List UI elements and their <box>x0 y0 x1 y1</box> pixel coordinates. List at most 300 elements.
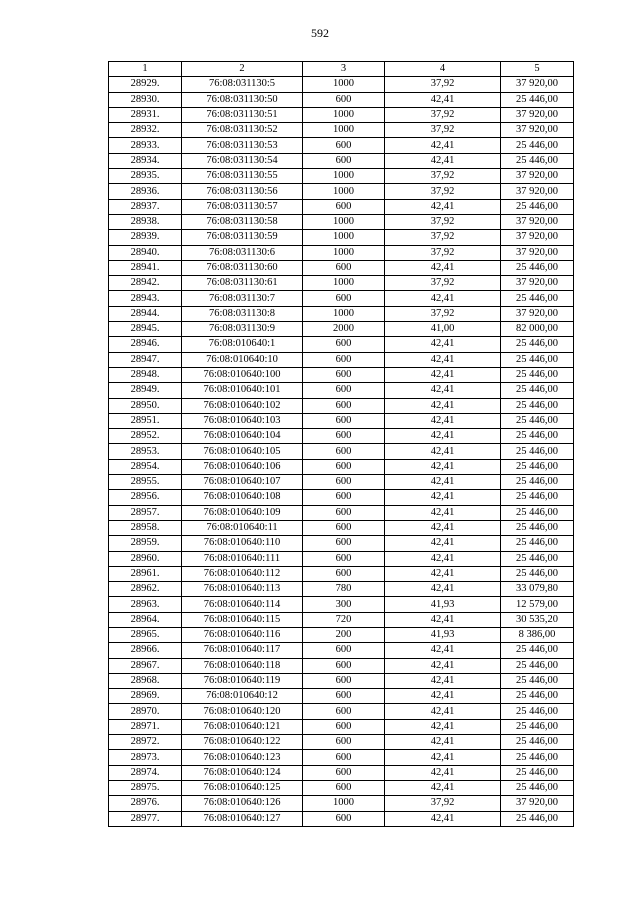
area-cell: 780 <box>303 582 385 597</box>
table-row <box>109 459 574 474</box>
amount-cell: 25 446,00 <box>501 352 574 367</box>
rate-cell: 42,41 <box>385 566 501 581</box>
amount-cell: 25 446,00 <box>501 551 574 566</box>
row-number-cell: 28943. <box>109 291 182 306</box>
rate-cell: 42,41 <box>385 689 501 704</box>
amount-cell: 25 446,00 <box>501 444 574 459</box>
cadastral-number-cell: 76:08:031130:56 <box>182 184 303 199</box>
area-cell: 600 <box>303 153 385 168</box>
amount-cell: 8 386,00 <box>501 627 574 642</box>
rate-cell: 42,41 <box>385 811 501 826</box>
table-row <box>109 475 574 490</box>
cadastral-number-cell: 76:08:010640:105 <box>182 444 303 459</box>
cadastral-number-cell: 76:08:010640:1 <box>182 337 303 352</box>
area-cell: 600 <box>303 551 385 566</box>
rate-cell: 42,41 <box>385 444 501 459</box>
rate-cell: 42,41 <box>385 643 501 658</box>
amount-cell: 25 446,00 <box>501 429 574 444</box>
row-number-cell: 28955. <box>109 475 182 490</box>
area-cell: 600 <box>303 750 385 765</box>
area-cell: 600 <box>303 765 385 780</box>
table-row <box>109 582 574 597</box>
amount-cell: 37 920,00 <box>501 230 574 245</box>
row-number-cell: 28940. <box>109 245 182 260</box>
table-row <box>109 367 574 382</box>
row-number-cell: 28935. <box>109 169 182 184</box>
amount-cell: 25 446,00 <box>501 643 574 658</box>
area-cell: 600 <box>303 689 385 704</box>
cadastral-number-cell: 76:08:031130:5 <box>182 77 303 92</box>
area-cell: 300 <box>303 597 385 612</box>
cadastral-number-cell: 76:08:010640:101 <box>182 383 303 398</box>
area-cell: 600 <box>303 643 385 658</box>
rate-cell: 37,92 <box>385 230 501 245</box>
amount-cell: 82 000,00 <box>501 322 574 337</box>
rate-cell: 42,41 <box>385 429 501 444</box>
row-number-cell: 28945. <box>109 322 182 337</box>
rate-cell: 37,92 <box>385 214 501 229</box>
rate-cell: 42,41 <box>385 551 501 566</box>
row-number-cell: 28936. <box>109 184 182 199</box>
cadastral-number-cell: 76:08:010640:109 <box>182 505 303 520</box>
rate-cell: 42,41 <box>385 367 501 382</box>
rate-cell: 42,41 <box>385 673 501 688</box>
table-row <box>109 306 574 321</box>
cadastral-number-cell: 76:08:031130:59 <box>182 230 303 245</box>
row-number-cell: 28950. <box>109 398 182 413</box>
rate-cell: 42,41 <box>385 475 501 490</box>
area-cell: 600 <box>303 367 385 382</box>
table-row <box>109 92 574 107</box>
rate-cell: 42,41 <box>385 719 501 734</box>
area-cell: 600 <box>303 704 385 719</box>
table-row <box>109 612 574 627</box>
amount-cell: 25 446,00 <box>501 505 574 520</box>
amount-cell: 37 920,00 <box>501 245 574 260</box>
amount-cell: 25 446,00 <box>501 704 574 719</box>
amount-cell: 37 920,00 <box>501 796 574 811</box>
area-cell: 1000 <box>303 123 385 138</box>
rate-cell: 42,41 <box>385 260 501 275</box>
column-header: 2 <box>182 62 303 77</box>
table-row <box>109 77 574 92</box>
table-row <box>109 643 574 658</box>
table-row <box>109 169 574 184</box>
table-row <box>109 796 574 811</box>
amount-cell: 25 446,00 <box>501 337 574 352</box>
cadastral-number-cell: 76:08:031130:51 <box>182 107 303 122</box>
row-number-cell: 28934. <box>109 153 182 168</box>
row-number-cell: 28942. <box>109 276 182 291</box>
rate-cell: 42,41 <box>385 612 501 627</box>
rate-cell: 37,92 <box>385 107 501 122</box>
area-cell: 1000 <box>303 796 385 811</box>
cadastral-number-cell: 76:08:031130:9 <box>182 322 303 337</box>
amount-cell: 25 446,00 <box>501 658 574 673</box>
table-row <box>109 291 574 306</box>
cadastral-number-cell: 76:08:031130:50 <box>182 92 303 107</box>
area-cell: 600 <box>303 673 385 688</box>
row-number-cell: 28967. <box>109 658 182 673</box>
cadastral-number-cell: 76:08:010640:115 <box>182 612 303 627</box>
table-row <box>109 230 574 245</box>
row-number-cell: 28976. <box>109 796 182 811</box>
area-cell: 1000 <box>303 107 385 122</box>
cadastral-number-cell: 76:08:010640:103 <box>182 413 303 428</box>
table-row <box>109 184 574 199</box>
area-cell: 600 <box>303 383 385 398</box>
row-number-cell: 28960. <box>109 551 182 566</box>
area-cell: 1000 <box>303 245 385 260</box>
row-number-cell: 28975. <box>109 780 182 795</box>
row-number-cell: 28932. <box>109 123 182 138</box>
table-row <box>109 444 574 459</box>
amount-cell: 25 446,00 <box>501 92 574 107</box>
amount-cell: 25 446,00 <box>501 260 574 275</box>
row-number-cell: 28966. <box>109 643 182 658</box>
rate-cell: 37,92 <box>385 306 501 321</box>
rate-cell: 42,41 <box>385 765 501 780</box>
row-number-cell: 28951. <box>109 413 182 428</box>
table-body <box>109 77 574 827</box>
area-cell: 1000 <box>303 77 385 92</box>
cadastral-number-cell: 76:08:031130:54 <box>182 153 303 168</box>
cadastral-number-cell: 76:08:010640:122 <box>182 735 303 750</box>
row-number-cell: 28949. <box>109 383 182 398</box>
column-header: 4 <box>385 62 501 77</box>
area-cell: 600 <box>303 291 385 306</box>
row-number-cell: 28933. <box>109 138 182 153</box>
rate-cell: 42,41 <box>385 704 501 719</box>
data-table <box>108 61 574 827</box>
cadastral-number-cell: 76:08:010640:12 <box>182 689 303 704</box>
rate-cell: 37,92 <box>385 123 501 138</box>
rate-cell: 37,92 <box>385 245 501 260</box>
amount-cell: 25 446,00 <box>501 138 574 153</box>
row-number-cell: 28953. <box>109 444 182 459</box>
cadastral-number-cell: 76:08:010640:124 <box>182 765 303 780</box>
amount-cell: 37 920,00 <box>501 214 574 229</box>
cadastral-number-cell: 76:08:031130:57 <box>182 199 303 214</box>
amount-cell: 25 446,00 <box>501 536 574 551</box>
row-number-cell: 28931. <box>109 107 182 122</box>
cadastral-number-cell: 76:08:031130:6 <box>182 245 303 260</box>
cadastral-number-cell: 76:08:031130:8 <box>182 306 303 321</box>
row-number-cell: 28968. <box>109 673 182 688</box>
amount-cell: 12 579,00 <box>501 597 574 612</box>
table-row <box>109 627 574 642</box>
table-row <box>109 123 574 138</box>
row-number-cell: 28963. <box>109 597 182 612</box>
table-row <box>109 245 574 260</box>
rate-cell: 42,41 <box>385 750 501 765</box>
rate-cell: 42,41 <box>385 582 501 597</box>
cadastral-number-cell: 76:08:031130:52 <box>182 123 303 138</box>
amount-cell: 25 446,00 <box>501 291 574 306</box>
area-cell: 600 <box>303 735 385 750</box>
row-number-cell: 28971. <box>109 719 182 734</box>
amount-cell: 37 920,00 <box>501 123 574 138</box>
area-cell: 600 <box>303 490 385 505</box>
cadastral-number-cell: 76:08:031130:60 <box>182 260 303 275</box>
amount-cell: 25 446,00 <box>501 367 574 382</box>
rate-cell: 42,41 <box>385 490 501 505</box>
area-cell: 600 <box>303 520 385 535</box>
amount-cell: 25 446,00 <box>501 153 574 168</box>
rate-cell: 37,92 <box>385 77 501 92</box>
row-number-cell: 28962. <box>109 582 182 597</box>
amount-cell: 25 446,00 <box>501 398 574 413</box>
cadastral-number-cell: 76:08:010640:11 <box>182 520 303 535</box>
area-cell: 600 <box>303 780 385 795</box>
amount-cell: 37 920,00 <box>501 306 574 321</box>
cadastral-number-cell: 76:08:010640:126 <box>182 796 303 811</box>
rate-cell: 42,41 <box>385 199 501 214</box>
row-number-cell: 28937. <box>109 199 182 214</box>
amount-cell: 25 446,00 <box>501 780 574 795</box>
row-number-cell: 28929. <box>109 77 182 92</box>
table-row <box>109 597 574 612</box>
row-number-cell: 28941. <box>109 260 182 275</box>
cadastral-number-cell: 76:08:031130:58 <box>182 214 303 229</box>
rate-cell: 42,41 <box>385 658 501 673</box>
rate-cell: 42,41 <box>385 92 501 107</box>
cadastral-number-cell: 76:08:010640:120 <box>182 704 303 719</box>
table-row <box>109 780 574 795</box>
table-row <box>109 199 574 214</box>
row-number-cell: 28938. <box>109 214 182 229</box>
row-number-cell: 28946. <box>109 337 182 352</box>
row-number-cell: 28952. <box>109 429 182 444</box>
row-number-cell: 28972. <box>109 735 182 750</box>
amount-cell: 30 535,20 <box>501 612 574 627</box>
rate-cell: 42,41 <box>385 352 501 367</box>
cadastral-number-cell: 76:08:010640:116 <box>182 627 303 642</box>
table-row <box>109 704 574 719</box>
cadastral-number-cell: 76:08:010640:119 <box>182 673 303 688</box>
row-number-cell: 28957. <box>109 505 182 520</box>
cadastral-number-cell: 76:08:010640:104 <box>182 429 303 444</box>
row-number-cell: 28965. <box>109 627 182 642</box>
table-row <box>109 750 574 765</box>
amount-cell: 25 446,00 <box>501 735 574 750</box>
table-row <box>109 153 574 168</box>
cadastral-number-cell: 76:08:010640:111 <box>182 551 303 566</box>
table-header-row <box>109 62 574 77</box>
rate-cell: 42,41 <box>385 398 501 413</box>
rate-cell: 41,93 <box>385 627 501 642</box>
cadastral-number-cell: 76:08:010640:125 <box>182 780 303 795</box>
area-cell: 600 <box>303 444 385 459</box>
table-row <box>109 398 574 413</box>
rate-cell: 42,41 <box>385 337 501 352</box>
area-cell: 600 <box>303 566 385 581</box>
table-row <box>109 566 574 581</box>
area-cell: 600 <box>303 413 385 428</box>
row-number-cell: 28947. <box>109 352 182 367</box>
rate-cell: 42,41 <box>385 138 501 153</box>
cadastral-number-cell: 76:08:010640:123 <box>182 750 303 765</box>
cadastral-number-cell: 76:08:010640:100 <box>182 367 303 382</box>
cadastral-number-cell: 76:08:031130:53 <box>182 138 303 153</box>
area-cell: 1000 <box>303 306 385 321</box>
row-number-cell: 28961. <box>109 566 182 581</box>
cadastral-number-cell: 76:08:031130:55 <box>182 169 303 184</box>
table-row <box>109 673 574 688</box>
rate-cell: 42,41 <box>385 536 501 551</box>
area-cell: 2000 <box>303 322 385 337</box>
area-cell: 600 <box>303 138 385 153</box>
amount-cell: 25 446,00 <box>501 520 574 535</box>
amount-cell: 25 446,00 <box>501 413 574 428</box>
table-row <box>109 658 574 673</box>
rate-cell: 42,41 <box>385 153 501 168</box>
table-row <box>109 322 574 337</box>
cadastral-number-cell: 76:08:031130:7 <box>182 291 303 306</box>
row-number-cell: 28930. <box>109 92 182 107</box>
column-header: 1 <box>109 62 182 77</box>
table-row <box>109 107 574 122</box>
rate-cell: 42,41 <box>385 413 501 428</box>
cadastral-number-cell: 76:08:010640:114 <box>182 597 303 612</box>
row-number-cell: 28958. <box>109 520 182 535</box>
cadastral-number-cell: 76:08:010640:10 <box>182 352 303 367</box>
amount-cell: 25 446,00 <box>501 673 574 688</box>
cadastral-number-cell: 76:08:010640:121 <box>182 719 303 734</box>
amount-cell: 25 446,00 <box>501 490 574 505</box>
area-cell: 600 <box>303 352 385 367</box>
table-row <box>109 383 574 398</box>
amount-cell: 25 446,00 <box>501 765 574 780</box>
amount-cell: 25 446,00 <box>501 719 574 734</box>
amount-cell: 25 446,00 <box>501 750 574 765</box>
table-row <box>109 214 574 229</box>
area-cell: 600 <box>303 658 385 673</box>
amount-cell: 37 920,00 <box>501 276 574 291</box>
area-cell: 1000 <box>303 214 385 229</box>
cadastral-number-cell: 76:08:010640:113 <box>182 582 303 597</box>
cadastral-number-cell: 76:08:010640:118 <box>182 658 303 673</box>
amount-cell: 33 079,80 <box>501 582 574 597</box>
rate-cell: 42,41 <box>385 291 501 306</box>
table-row <box>109 429 574 444</box>
row-number-cell: 28948. <box>109 367 182 382</box>
amount-cell: 25 446,00 <box>501 459 574 474</box>
table-row <box>109 505 574 520</box>
table-row <box>109 811 574 826</box>
table-row <box>109 689 574 704</box>
table-row <box>109 520 574 535</box>
rate-cell: 37,92 <box>385 184 501 199</box>
cadastral-number-cell: 76:08:010640:110 <box>182 536 303 551</box>
row-number-cell: 28970. <box>109 704 182 719</box>
table-row <box>109 337 574 352</box>
row-number-cell: 28973. <box>109 750 182 765</box>
column-header: 5 <box>501 62 574 77</box>
area-cell: 1000 <box>303 184 385 199</box>
amount-cell: 25 446,00 <box>501 475 574 490</box>
amount-cell: 37 920,00 <box>501 169 574 184</box>
row-number-cell: 28944. <box>109 306 182 321</box>
rate-cell: 42,41 <box>385 459 501 474</box>
row-number-cell: 28977. <box>109 811 182 826</box>
table-row <box>109 352 574 367</box>
area-cell: 600 <box>303 475 385 490</box>
table-row <box>109 536 574 551</box>
rate-cell: 42,41 <box>385 505 501 520</box>
rate-cell: 37,92 <box>385 169 501 184</box>
rate-cell: 42,41 <box>385 520 501 535</box>
rate-cell: 41,93 <box>385 597 501 612</box>
table-row <box>109 490 574 505</box>
cadastral-number-cell: 76:08:010640:112 <box>182 566 303 581</box>
amount-cell: 25 446,00 <box>501 566 574 581</box>
area-cell: 600 <box>303 505 385 520</box>
area-cell: 600 <box>303 536 385 551</box>
area-cell: 600 <box>303 92 385 107</box>
area-cell: 600 <box>303 398 385 413</box>
area-cell: 720 <box>303 612 385 627</box>
cadastral-number-cell: 76:08:010640:107 <box>182 475 303 490</box>
amount-cell: 25 446,00 <box>501 199 574 214</box>
cadastral-number-cell: 76:08:010640:127 <box>182 811 303 826</box>
cadastral-number-cell: 76:08:010640:102 <box>182 398 303 413</box>
area-cell: 600 <box>303 459 385 474</box>
area-cell: 1000 <box>303 230 385 245</box>
table-row <box>109 719 574 734</box>
amount-cell: 37 920,00 <box>501 184 574 199</box>
area-cell: 600 <box>303 260 385 275</box>
table-row <box>109 413 574 428</box>
page-number: 592 <box>311 26 329 40</box>
table-row <box>109 138 574 153</box>
rate-cell: 37,92 <box>385 276 501 291</box>
table-row <box>109 260 574 275</box>
row-number-cell: 28964. <box>109 612 182 627</box>
amount-cell: 37 920,00 <box>501 77 574 92</box>
cadastral-number-cell: 76:08:010640:106 <box>182 459 303 474</box>
table-row <box>109 276 574 291</box>
rate-cell: 41,00 <box>385 322 501 337</box>
cadastral-number-cell: 76:08:031130:61 <box>182 276 303 291</box>
row-number-cell: 28939. <box>109 230 182 245</box>
table-row <box>109 735 574 750</box>
row-number-cell: 28974. <box>109 765 182 780</box>
rate-cell: 42,41 <box>385 735 501 750</box>
row-number-cell: 28954. <box>109 459 182 474</box>
area-cell: 600 <box>303 199 385 214</box>
cadastral-number-cell: 76:08:010640:117 <box>182 643 303 658</box>
amount-cell: 25 446,00 <box>501 689 574 704</box>
area-cell: 600 <box>303 811 385 826</box>
amount-cell: 37 920,00 <box>501 107 574 122</box>
area-cell: 1000 <box>303 276 385 291</box>
table-row <box>109 551 574 566</box>
cadastral-number-cell: 76:08:010640:108 <box>182 490 303 505</box>
amount-cell: 25 446,00 <box>501 811 574 826</box>
area-cell: 600 <box>303 719 385 734</box>
table-row <box>109 765 574 780</box>
rate-cell: 42,41 <box>385 383 501 398</box>
row-number-cell: 28956. <box>109 490 182 505</box>
area-cell: 200 <box>303 627 385 642</box>
rate-cell: 37,92 <box>385 796 501 811</box>
area-cell: 600 <box>303 429 385 444</box>
column-header: 3 <box>303 62 385 77</box>
area-cell: 1000 <box>303 169 385 184</box>
amount-cell: 25 446,00 <box>501 383 574 398</box>
area-cell: 600 <box>303 337 385 352</box>
